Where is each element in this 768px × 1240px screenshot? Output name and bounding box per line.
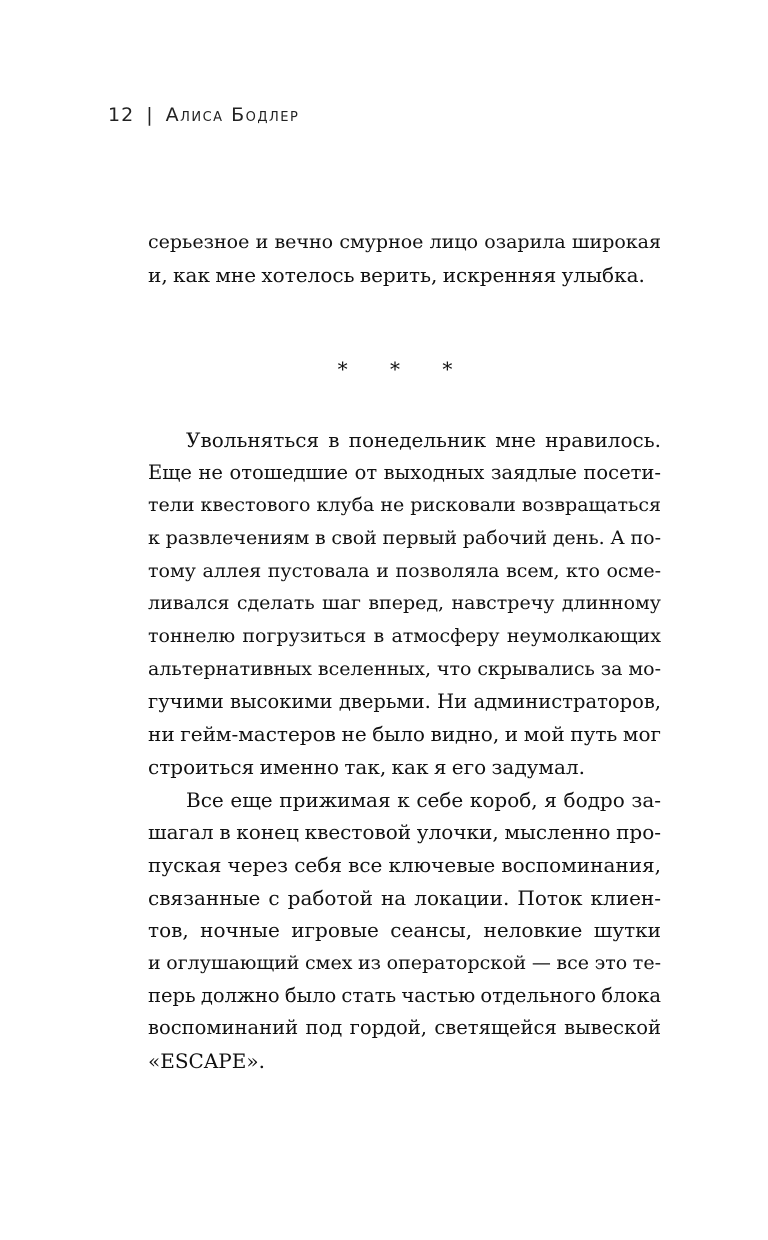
text-line: гучими высокими дверьми. Ни администраторов, (148, 689, 661, 713)
text-line: шагал в конец квестовой улочки, мысленно про- (148, 820, 661, 845)
text-line: связанные с работой на локации. Поток клиен- (148, 885, 661, 910)
body-text (148, 424, 661, 1078)
text-line: тов, ночные игровые сеансы, неловкие шутки (148, 918, 661, 943)
text-line: Все еще прижимая к себе короб, я бодро за- (186, 787, 661, 812)
page-number: 12 (108, 104, 135, 126)
text-line: пуская через себя все ключевые воспоминания, (148, 852, 661, 877)
text-line: ни гейм-мастеров не было видно, и мой путь мог (148, 722, 661, 747)
text-line: перь должно было стать частью отдельного блока (148, 983, 661, 1007)
text-line: тому аллея пустовала и позволяла всем, кто осме- (148, 559, 661, 582)
text-line: «ESCAPE». (148, 1049, 265, 1074)
section-break: * * * (337, 357, 471, 381)
text-line: Увольняться в понедельник мне нравилось. (186, 428, 661, 452)
author-name: Алиса Бодлер (165, 104, 300, 126)
continuation-paragraph (148, 226, 661, 291)
text-line: серьезное и вечно смурное лицо озарила широкая (148, 231, 661, 253)
text-line: и, как мне хотелось верить, искренняя улыбка. (148, 262, 645, 287)
text-line: к развлечениям в свой первый рабочий день. А по- (148, 527, 661, 550)
text-line: строиться именно так, как я его задумал. (148, 754, 585, 779)
text-line: и оглушающий смех из операторской — все это те- (148, 952, 661, 974)
text-line: тели квестового клуба не рисковали возвращаться (148, 494, 661, 517)
text-line: тоннелю погрузиться в атмосферу неумолкающих (148, 625, 661, 648)
header-separator: | (146, 104, 154, 126)
text-line: Еще не отошедшие от выходных заядлые посети- (148, 460, 661, 484)
text-line: альтернативных вселенных, что скрывались за мо- (148, 657, 661, 680)
running-head (108, 104, 299, 126)
text-line: воспоминаний под гордой, светящейся вывеской (148, 1016, 661, 1040)
text-line: ливался сделать шаг вперед, навстречу длинному (148, 592, 661, 615)
